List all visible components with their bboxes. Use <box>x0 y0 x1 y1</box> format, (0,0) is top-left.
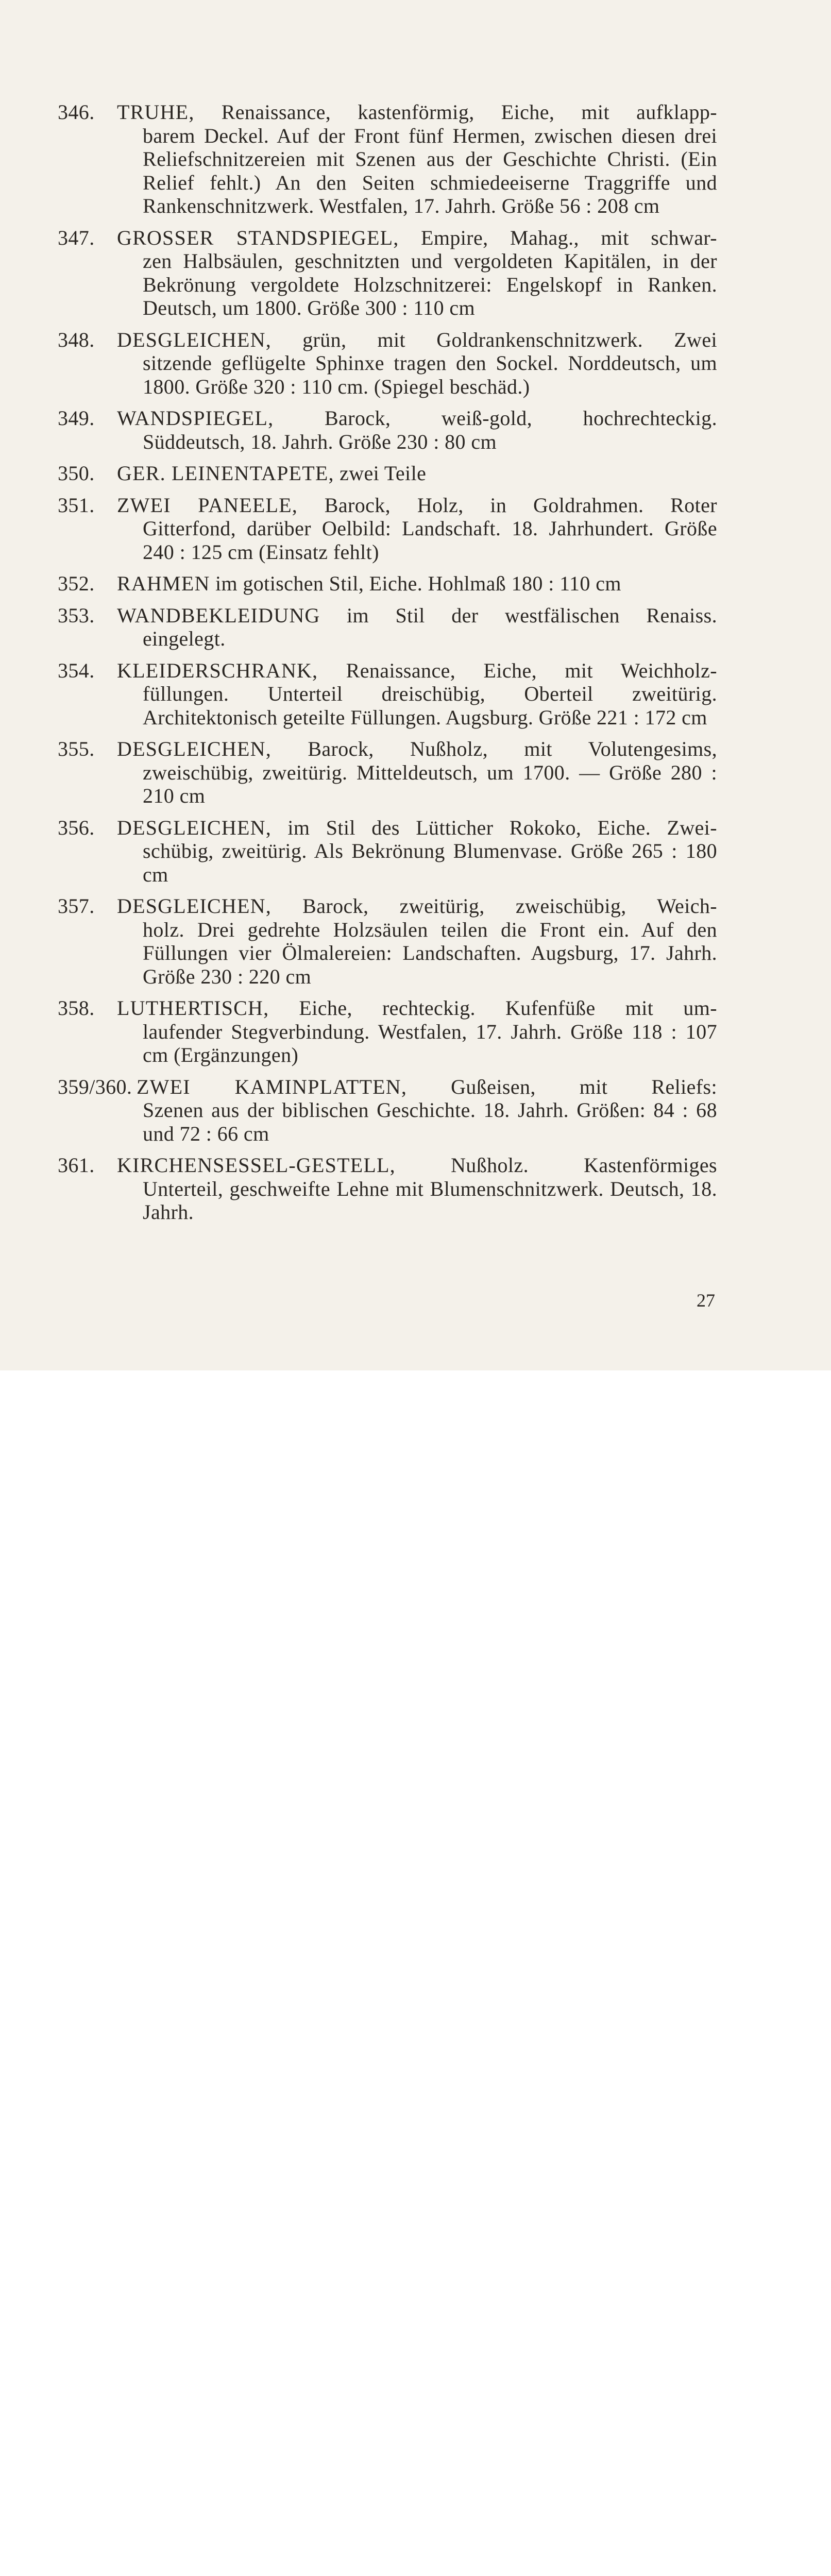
entry-first-line <box>117 1154 717 1177</box>
entry-title: LUTHERTISCH, <box>117 996 269 1020</box>
entry-first-line <box>117 604 717 628</box>
entry-title: DESGLEICHEN, <box>117 894 272 918</box>
entry-first-text: Barock, zweitürig, zweischübig, Weich- <box>302 894 717 918</box>
entry-first-line <box>117 328 717 352</box>
entry-description: füllungen. Unterteil dreischübig, Oberteil zweitürig. Architektonisch geteilte Füllungen. Augsburg. Größe 221 : 172 cm <box>143 682 717 729</box>
entry-title: KIRCHENSESSEL-GESTELL, <box>117 1154 396 1177</box>
catalog-entry <box>58 100 717 218</box>
entry-first-text: Barock, weiß-gold, hochrechteckig. <box>324 406 717 430</box>
catalog-entry <box>58 659 717 730</box>
entry-first-line <box>117 406 717 430</box>
entry-number: 346. <box>58 100 95 124</box>
entry-first-line <box>117 737 717 761</box>
entry-title: DESGLEICHEN, <box>117 328 272 351</box>
entry-title: ZWEI PANEELE, <box>117 493 298 517</box>
catalog-entry <box>58 1154 717 1224</box>
entry-description: sitzende geflügelte Sphinxe tragen den Sockel. Norddeutsch, um 1800. Größe 320 : 110 cm. (Spiegel beschäd.) <box>143 351 717 398</box>
entry-title: WANDSPIEGEL, <box>117 406 274 430</box>
catalog-entry <box>58 1075 717 1146</box>
entry-number: 357. <box>58 894 95 918</box>
entry-description: laufender Stegverbindung. Westfalen, 17. Jahrh. Größe 118 : 107 cm (Ergänzungen) <box>143 1020 717 1066</box>
entry-first-text: im Stil des Lütticher Rokoko, Eiche. Zwei- <box>287 816 717 839</box>
entry-title: TRUHE, <box>117 100 195 124</box>
entry-first-line <box>117 659 717 683</box>
footer-bar <box>0 1370 831 1438</box>
entry-first-text: Eiche, rechteckig. Kufenfüße mit um- <box>299 996 717 1020</box>
catalog-entry <box>58 462 717 485</box>
entry-description: Süddeutsch, 18. Jahrh. Größe 230 : 80 cm <box>143 430 497 453</box>
entry-first-text: Empire, Mahag., mit schwar- <box>420 226 717 249</box>
catalog-entry <box>58 737 717 808</box>
entry-description: Gitterfond, darüber Oelbild: Landschaft. 18. Jahrhundert. Größe 240 : 125 cm (Einsatz fehlt) <box>143 517 717 564</box>
entry-title: RAHMEN <box>117 572 210 595</box>
entry-first-line <box>137 1075 717 1099</box>
entry-number: 351. <box>58 493 95 517</box>
entry-title: WANDBEKLEIDUNG <box>117 603 320 627</box>
entry-first-line <box>117 816 717 840</box>
entry-title: GER. LEINENTAPETE, <box>117 462 334 485</box>
entry-description: holz. Drei gedrehte Holzsäulen teilen die Front ein. Auf den Füllungen vier Ölmalereien: Landschaften. Augsburg, 17. Jahrh. Größe 230 : 220 cm <box>143 918 717 988</box>
entry-description: schübig, zweitürig. Als Bekrönung Blumenvase. Größe 265 : 180 cm <box>143 839 717 886</box>
catalog-entry <box>58 572 717 596</box>
entry-number: 356. <box>58 816 95 839</box>
catalog-entries <box>58 100 717 1232</box>
entry-first-text: Gußeisen, mit Reliefs: <box>451 1075 717 1098</box>
page-number: 27 <box>697 1290 715 1311</box>
entry-first-line <box>117 226 717 250</box>
entry-number: 348. <box>58 328 95 351</box>
entry-number: 353. <box>58 603 95 627</box>
entry-first-line <box>117 996 717 1020</box>
entry-number: 347. <box>58 226 95 249</box>
entry-number: 355. <box>58 737 95 760</box>
entry-description: barem Deckel. Auf der Front fünf Hermen, zwischen diesen drei Reliefschnitzereien mit Szenen aus der Geschichte Christi. (Ein Relief fehlt.) An den Seiten schmiedeeiserne Traggriffe und Rankenschnitzwerk. Westfalen, 17. Jahrh. Größe 56 : 208 cm <box>143 124 717 217</box>
entry-first-line <box>117 894 717 918</box>
entry-first-text: Renaissance, Eiche, mit Weichholz- <box>346 658 718 682</box>
entry-description: zen Halbsäulen, geschnitzten und vergoldeten Kapitälen, in der Bekrönung vergoldete Holzschnitzerei: Engelskopf in Ranken. Deutsch, um 1800. Größe 300 : 110 cm <box>143 249 717 319</box>
entry-first-text: Nußholz. Kastenförmiges <box>451 1154 717 1177</box>
entry-number: 358. <box>58 996 95 1020</box>
entry-first-line <box>117 572 717 596</box>
entry-title: DESGLEICHEN, <box>117 737 272 760</box>
entry-first-text: im Stil der westfälischen Renaiss. <box>347 603 717 627</box>
entry-number: 352. <box>58 572 95 595</box>
catalog-entry <box>58 328 717 399</box>
catalog-entry <box>58 816 717 887</box>
entry-number: 350. <box>58 462 95 485</box>
entry-description: eingelegt. <box>143 627 226 650</box>
catalog-entry <box>58 604 717 651</box>
entry-number: 354. <box>58 658 95 682</box>
entry-first-line <box>117 494 717 517</box>
entry-first-text: Renaissance, kastenförmig, Eiche, mit aufklapp- <box>221 100 717 124</box>
entry-title: KLEIDERSCHRANK, <box>117 658 318 682</box>
entry-title: ZWEI KAMINPLATTEN, <box>137 1075 408 1098</box>
entry-description: Unterteil, geschweifte Lehne mit Blumenschnitzwerk. Deutsch, 18. Jahrh. <box>143 1177 717 1224</box>
entry-first-line <box>117 100 717 124</box>
catalog-entry <box>58 996 717 1067</box>
entry-number: 349. <box>58 406 95 430</box>
entry-title: DESGLEICHEN, <box>117 816 272 839</box>
catalog-entry <box>58 494 717 564</box>
entry-first-text: im gotischen Stil, Eiche. Hohlmaß 180 : 110 cm <box>215 572 621 595</box>
entry-first-text: Barock, Nußholz, mit Volutengesims, <box>308 737 717 760</box>
entry-first-line <box>117 462 717 485</box>
entry-number: 359/360. <box>58 1075 132 1098</box>
entry-description: zweischübig, zweitürig. Mitteldeutsch, um 1700. — Größe 280 : 210 cm <box>143 760 717 807</box>
entry-first-text: Barock, Holz, in Goldrahmen. Roter <box>324 493 717 517</box>
catalog-entry <box>58 894 717 988</box>
entry-description: Szenen aus der biblischen Geschichte. 18. Jahrh. Größen: 84 : 68 und 72 : 66 cm <box>143 1098 717 1145</box>
entry-first-text: zwei Teile <box>340 462 427 485</box>
entry-first-text: grün, mit Goldrankenschnitzwerk. Zwei <box>302 328 717 351</box>
entry-title: GROSSER STANDSPIEGEL, <box>117 226 399 249</box>
catalog-entry <box>58 406 717 453</box>
catalog-entry <box>58 226 717 320</box>
entry-number: 361. <box>58 1154 95 1177</box>
